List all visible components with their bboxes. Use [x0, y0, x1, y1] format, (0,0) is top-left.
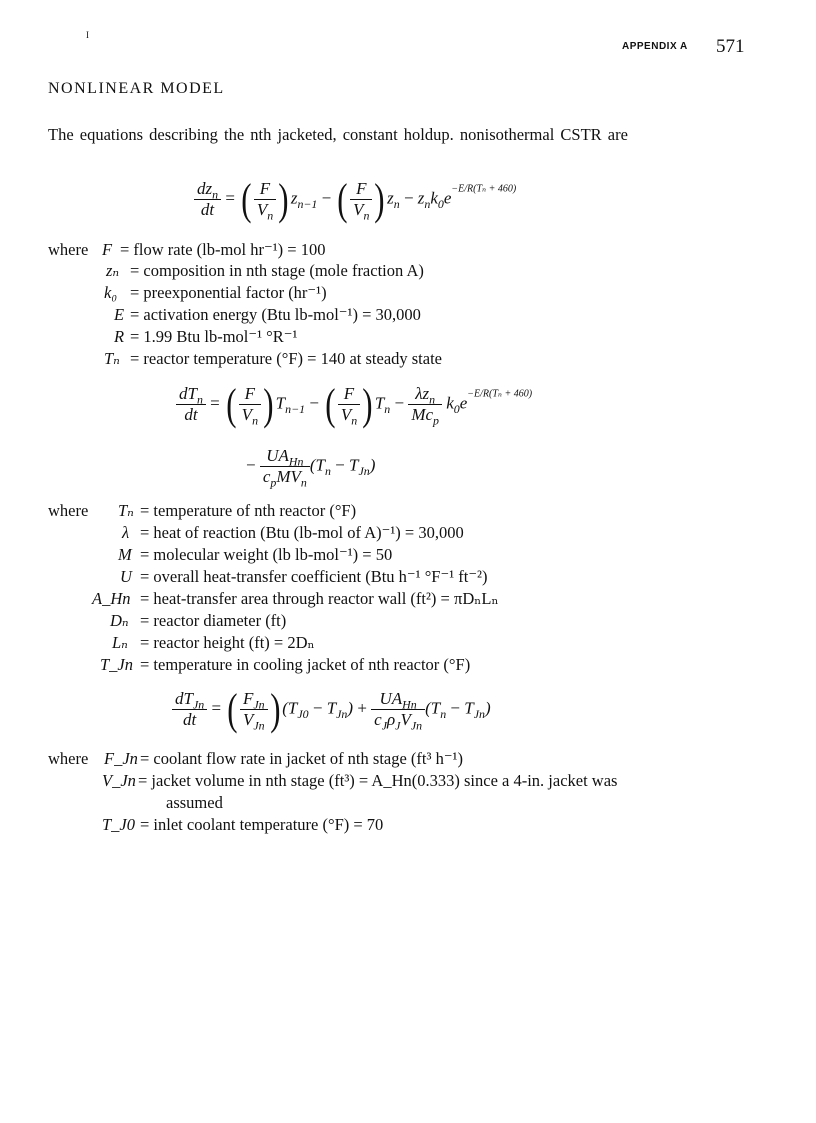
def2-text-4: = heat-transfer area through reactor wall (ft²) = πDₙLₙ — [140, 589, 499, 608]
intro-paragraph: The equations describing the nth jacketed, constant holdup. nonisothermal CSTR are — [48, 125, 628, 144]
def3-symbol-3: T_J0 — [102, 815, 135, 834]
def1-text-4: = 1.99 Btu lb-mol⁻¹ °R⁻¹ — [130, 327, 298, 346]
def2-symbol-6: Lₙ — [112, 633, 128, 652]
eq1-exponent: −E/R(Tₙ + 460) — [451, 183, 517, 195]
def1-symbol-2: k₀ — [104, 283, 118, 302]
equation-2-line-2: − $\frac{UA_{Hn}}{c_pMV_n}$ $(T_n - T_{Jn})$ — [246, 446, 376, 490]
def2-symbol-3: U — [120, 567, 132, 586]
def3-text-2: assumed — [166, 793, 223, 812]
def1-symbol-3: E — [114, 305, 125, 324]
def1-text-1: = composition in nth stage (mole fraction A) — [130, 261, 424, 280]
def1-symbol-5: Tₙ — [104, 349, 120, 368]
def1-text-3: = activation energy (Btu lb-mol⁻¹) = 30,000 — [130, 305, 421, 324]
def2-symbol-7: T_Jn — [100, 655, 133, 674]
def2-text-0: = temperature of nth reactor (°F) — [140, 501, 357, 520]
def3-symbol-0: F_Jn — [104, 749, 138, 768]
def1-symbol-4: R — [114, 327, 125, 346]
running-head: APPENDIX A — [622, 41, 688, 52]
def2-text-1: = heat of reaction (Btu (lb-mol of A)⁻¹) = 30,000 — [140, 523, 464, 542]
equation-2: $\frac{dT_n}{dt}$ = ( $\frac{F}{V_n}$ ) $T_{n-1}$ − ( $\frac{F}{V_n}$ ) $T_n$ − $\frac{\lambda z_n}{Mc_p}$ $k_0e^{-E/R(T_n + 460)}$ — [176, 379, 532, 430]
def1-text-0: = flow rate (lb-mol hr⁻¹) = 100 — [120, 240, 326, 259]
def1-symbol-1: zₙ — [106, 261, 120, 280]
eq2-exponent: −E/R(Tₙ + 460) — [467, 388, 533, 400]
def1-text-5: = reactor temperature (°F) = 140 at steady state — [130, 349, 443, 368]
def3-text-3: = inlet coolant temperature (°F) = 70 — [140, 815, 384, 834]
def1-symbol-0: F — [102, 240, 113, 259]
where-label-3: where — [48, 749, 89, 768]
def2-text-7: = temperature in cooling jacket of nth reactor (°F) — [140, 655, 471, 674]
def3-text-1: = jacket volume in nth stage (ft³) = A_Hn(0.333) since a 4-in. jacket was — [138, 771, 618, 790]
equation-3: $\frac{dT_{Jn}}{dt}$ = ( $\frac{F_{Jn}}{V_{Jn}}$ ) $(T_{J0} - T_{Jn})$ + $\frac{UA_{Hn}}{c_J\rho_JV_{Jn}}$ $(T_n - T_{Jn})$ — [172, 684, 491, 735]
section-title: NONLINEAR MODEL — [48, 80, 225, 97]
equation-1: $\frac{dz_n}{dt}$ = ( $\frac{F}{V_n}$ ) $z_{n-1}$ − ( $\frac{F}{V_n}$ ) $z_n - z_nk_0e^{-E/R(T_n + 460)}$ — [194, 174, 516, 225]
corner-mark: I — [86, 30, 89, 40]
where-label-1: where — [48, 240, 89, 259]
def2-symbol-1: λ — [122, 523, 130, 542]
def2-symbol-0: Tₙ — [118, 501, 134, 520]
page-number: 571 — [716, 36, 745, 57]
def2-symbol-5: Dₙ — [110, 611, 129, 630]
def3-symbol-1: V_Jn — [102, 771, 136, 790]
def1-text-2: = preexponential factor (hr⁻¹) — [130, 283, 327, 302]
where-label-2: where — [48, 501, 89, 520]
def3-text-0: = coolant flow rate in jacket of nth stage (ft³ h⁻¹) — [140, 749, 463, 768]
def2-symbol-2: M — [118, 545, 132, 564]
def2-text-5: = reactor diameter (ft) — [140, 611, 287, 630]
def2-text-2: = molecular weight (lb lb-mol⁻¹) = 50 — [140, 545, 393, 564]
def2-text-6: = reactor height (ft) = 2Dₙ — [140, 633, 315, 652]
def2-text-3: = overall heat-transfer coefficient (Btu h⁻¹ °F⁻¹ ft⁻²) — [140, 567, 488, 586]
def2-symbol-4: A_Hn — [92, 589, 131, 608]
